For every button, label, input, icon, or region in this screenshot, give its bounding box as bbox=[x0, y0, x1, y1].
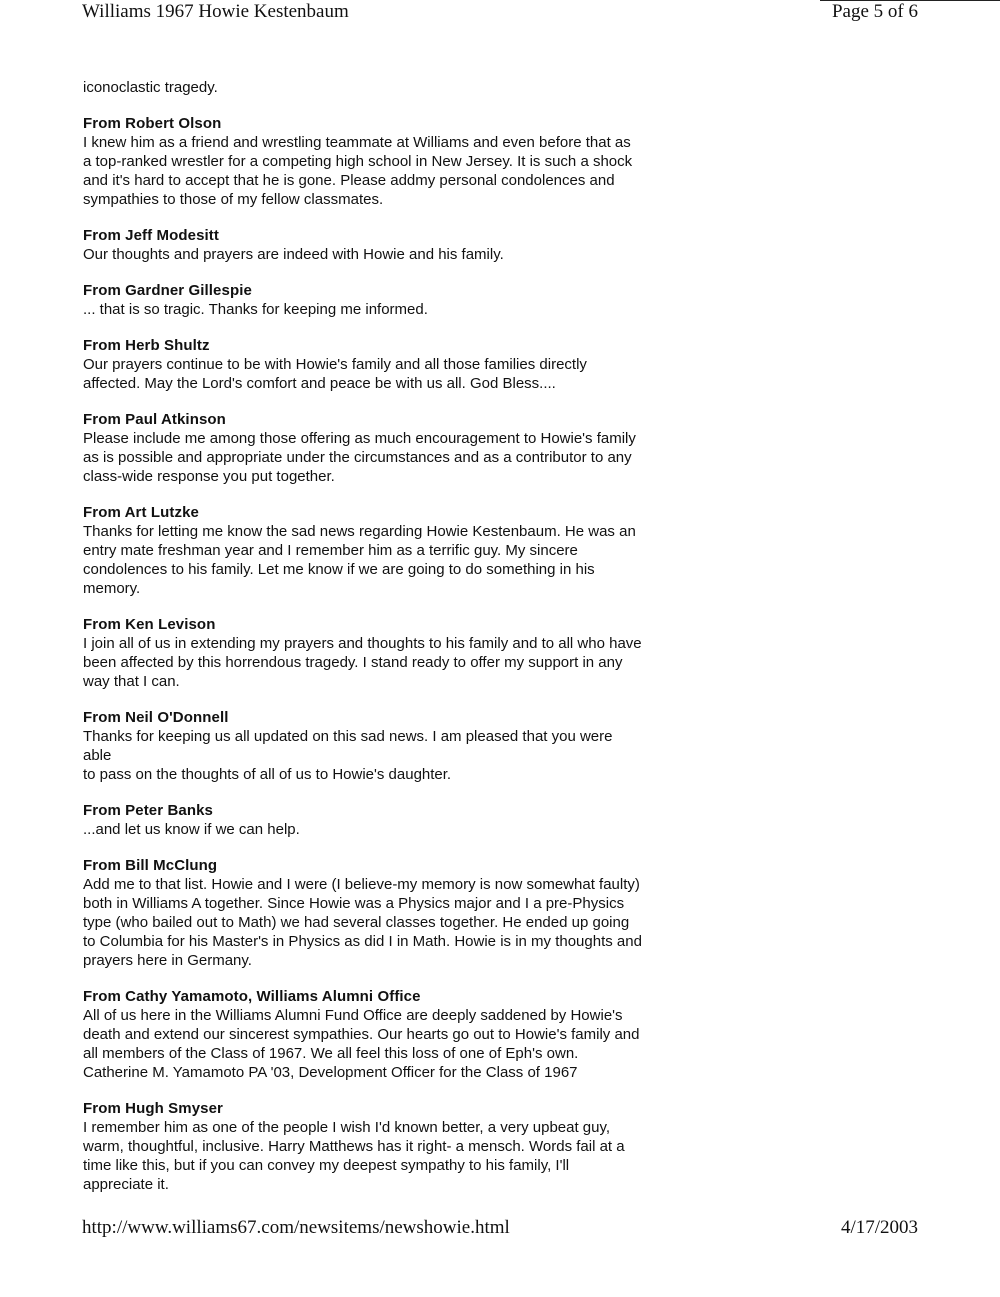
entry-text-line: a top-ranked wrestler for a competing high school in New Jersey. It is such a shock bbox=[83, 153, 633, 170]
entry-author: From Jeff Modesitt bbox=[83, 227, 219, 244]
condolence-entry bbox=[83, 801, 713, 839]
condolence-entry bbox=[83, 336, 713, 393]
entry-text-line: Catherine M. Yamamoto PA '03, Development Officer for the Class of 1967 bbox=[83, 1064, 578, 1081]
page-number: Page 5 of 6 bbox=[831, 1, 918, 22]
condolence-entry bbox=[83, 281, 713, 319]
entry-author: From Neil O'Donnell bbox=[83, 709, 229, 726]
entry-text-line: both in Williams A together. Since Howie was a Physics major and I a pre-Physics bbox=[83, 895, 625, 912]
entry-text-line: Please include me among those offering as much encouragement to Howie's family bbox=[83, 430, 636, 447]
entry-text-line: All of us here in the Williams Alumni Fund Office are deeply saddened by Howie's bbox=[83, 1007, 623, 1024]
source-url: http://www.williams67.com/newsitems/newshowie.html bbox=[82, 1217, 510, 1238]
entry-author: From Ken Levison bbox=[83, 616, 216, 633]
entry-text-line: ... that is so tragic. Thanks for keeping me informed. bbox=[83, 301, 428, 318]
entry-author: From Hugh Smyser bbox=[83, 1100, 223, 1117]
entry-text-line: all members of the Class of 1967. We all feel this loss of one of Eph's own. bbox=[83, 1045, 579, 1062]
entry-text-line: ...and let us know if we can help. bbox=[83, 821, 300, 838]
entry-text-line: affected. May the Lord's comfort and peace be with us all. God Bless.... bbox=[83, 375, 556, 392]
entry-text-line: Thanks for letting me know the sad news regarding Howie Kestenbaum. He was an bbox=[83, 523, 636, 540]
entry-text-line: Our prayers continue to be with Howie's family and all those families directly bbox=[83, 356, 587, 373]
entry-author: From Paul Atkinson bbox=[83, 411, 226, 428]
entry-text-line: I knew him as a friend and wrestling teammate at Williams and even before that as bbox=[83, 134, 631, 151]
condolence-entry bbox=[83, 1099, 713, 1194]
intro-text: iconoclastic tragedy. bbox=[83, 79, 218, 96]
entry-text-line: death and extend our sincerest sympathies. Our hearts go out to Howie's family and bbox=[83, 1026, 640, 1043]
entry-text-line: prayers here in Germany. bbox=[83, 952, 252, 969]
entry-text-line: condolences to his family. Let me know if we are going to do something in his bbox=[83, 561, 595, 578]
entry-text-line: Add me to that list. Howie and I were (I believe-my memory is now somewhat faulty) bbox=[83, 876, 640, 893]
entry-text-line: time like this, but if you can convey my deepest sympathy to his family, I'll bbox=[83, 1157, 570, 1174]
entry-author: From Art Lutzke bbox=[83, 504, 199, 521]
entry-text-line: I join all of us in extending my prayers and thoughts to his family and to all who have bbox=[83, 635, 642, 652]
condolence-entry bbox=[83, 114, 713, 209]
entry-text-line: Thanks for keeping us all updated on this sad news. I am pleased that you were bbox=[83, 728, 613, 745]
entry-text-line: entry mate freshman year and I remember him as a terrific guy. My sincere bbox=[83, 542, 578, 559]
entry-text-line: I remember him as one of the people I wish I'd known better, a very upbeat guy, bbox=[83, 1119, 611, 1136]
message-list bbox=[83, 78, 713, 1211]
entry-text-line: able bbox=[83, 747, 112, 764]
entry-text-line: and it's hard to accept that he is gone. Please addmy personal condolences and bbox=[83, 172, 615, 189]
condolence-entry bbox=[83, 503, 713, 598]
entry-author: From Cathy Yamamoto, Williams Alumni Office bbox=[83, 988, 421, 1005]
header-rule bbox=[820, 0, 1000, 1]
entries-container bbox=[83, 114, 713, 1194]
entry-text-line: type (who bailed out to Math) we had several classes together. He ended up going bbox=[83, 914, 630, 931]
entry-text-line: warm, thoughtful, inclusive. Harry Matthews has it right- a mensch. Words fail at a bbox=[83, 1138, 625, 1155]
entry-author: From Peter Banks bbox=[83, 802, 213, 819]
entry-text-line: sympathies to those of my fellow classmates. bbox=[83, 191, 384, 208]
entry-author: From Bill McClung bbox=[83, 857, 218, 874]
condolence-entry bbox=[83, 987, 713, 1082]
condolence-entry bbox=[83, 856, 713, 970]
condolence-entry bbox=[83, 708, 713, 784]
entry-text-line: class-wide response you put together. bbox=[83, 468, 335, 485]
entry-text-line: as is possible and appropriate under the circumstances and as a contributor to any bbox=[83, 449, 632, 466]
entry-author: From Herb Shultz bbox=[83, 337, 210, 354]
condolence-entry bbox=[83, 226, 713, 264]
document-title: Williams 1967 Howie Kestenbaum bbox=[82, 1, 349, 22]
entry-text-line: memory. bbox=[83, 580, 141, 597]
entry-author: From Robert Olson bbox=[83, 115, 222, 132]
entry-text-line: to Columbia for his Master's in Physics as did I in Math. Howie is in my thoughts and bbox=[83, 933, 642, 950]
condolence-entry bbox=[83, 410, 713, 486]
entry-text-line: Our thoughts and prayers are indeed with Howie and his family. bbox=[83, 246, 504, 263]
entry-text-line: way that I can. bbox=[83, 673, 180, 690]
condolence-entry bbox=[83, 615, 713, 691]
entry-text-line: been affected by this horrendous tragedy. I stand ready to offer my support in any bbox=[83, 654, 623, 671]
print-date: 4/17/2003 bbox=[840, 1217, 918, 1238]
page-header bbox=[82, 0, 918, 26]
entry-author: From Gardner Gillespie bbox=[83, 282, 252, 299]
entry-text-line: to pass on the thoughts of all of us to Howie's daughter. bbox=[83, 766, 452, 783]
entry-text-line: appreciate it. bbox=[83, 1176, 169, 1193]
